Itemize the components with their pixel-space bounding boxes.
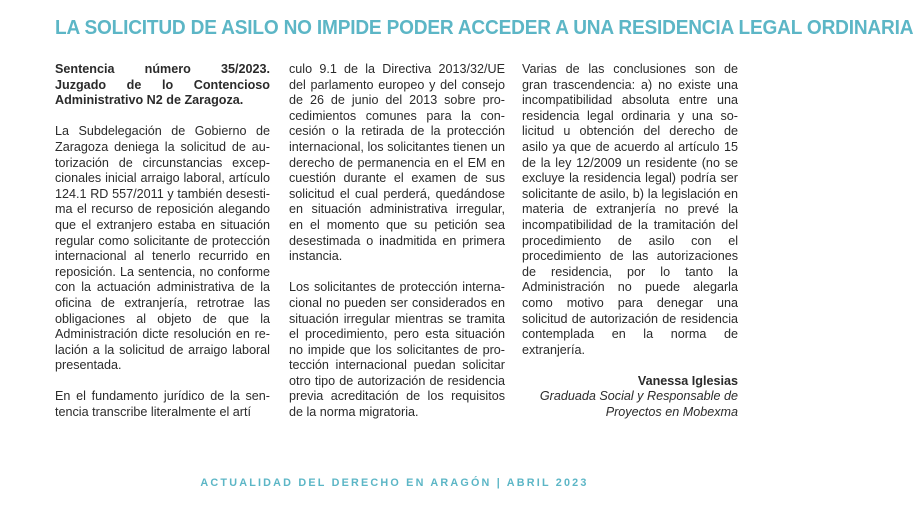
paragraph: En el fundamento jurídico de la sentencia transcribe literalmente el artí: [55, 389, 270, 420]
author-name: Vanessa Iglesias: [637, 373, 738, 388]
text-column-2: [289, 62, 505, 436]
text-column-1: [55, 62, 270, 436]
page-footer: ACTUALIDAD DEL DERECHO EN ARAGÓN | ABRIL 2023: [200, 477, 589, 489]
paragraph: Los solicitantes de protección internacional no pueden ser considerados en situación irregular mientras se tramita el procedimiento, pero esta situación no impide que los solicitantes de protección internacional puedan solicitar otro tipo de autorización de residencia previa acreditación de los requisitos de la norma migratoria.: [289, 280, 505, 420]
paragraph: culo 9.1 de la Directiva 2013/32/UE del parlamento europeo y del consejo de 26 de junio del 2013 sobre procedimientos comunes para la concesión o la retirada de la protección internacional, los solicitantes tienen un derecho de permanencia en el EM en cuestión durante el examen de sus solicitud el cual perderá, quedándose en situación administrativa irregular, en el momento que su petición sea desestimada o inadmitida en primera instancia.: [289, 62, 505, 264]
author-signature: [522, 374, 738, 421]
case-reference-heading: Sentencia número 35/2023. Juzgado de lo Contencioso Administrativo N2 de Zaragoza.: [55, 62, 270, 108]
paragraph: La Subdelegación de Gobierno de Zaragoza deniega la solicitud de autorización de circunstancias excepcionales inicial arraigo laboral, artículo 124.1 RD 557/2011 y también desestima el recurso de reposición alegando que el extranjero estaba en situación regular como solicitante de protección internacional al tenerlo recurrido en reposición. La sentencia, no conforme con la actuación administrativa de la oficina de extranjería, retrotrae las obligaciones al objeto de que la Administración dicte resolución en relación a la solicitud de arraigo laboral presentada.: [55, 124, 270, 373]
paragraph: Varias de las conclusiones son de gran trascendencia: a) no existe una incompatibilidad absoluta entre una residencia legal ordinaria y una solicitud u obtención del derecho de asilo ya que de acuerdo al artículo 15 de la ley 12/2009 un residente (no se excluye la residencia legal) podría ser solicitante de asilo, b) la legislación en materia de extranjería no prevé la incompatibilidad de la tramitación del procedimiento de asilo con el procedimiento de las autorizaciones de residencia, por lo tanto la Administración no puede alegarla como motivo para denegar una solicitud de autorización de residencia contemplada en la norma de extranjería.: [522, 62, 738, 357]
text-column-3: [522, 62, 738, 421]
author-role: Graduada Social y Responsable de Proyectos en Mobexma: [539, 389, 738, 420]
article-title: LA SOLICITUD DE ASILO NO IMPIDE PODER ACCEDER A UNA RESIDENCIA LEGAL ORDINARIA: [55, 16, 913, 39]
